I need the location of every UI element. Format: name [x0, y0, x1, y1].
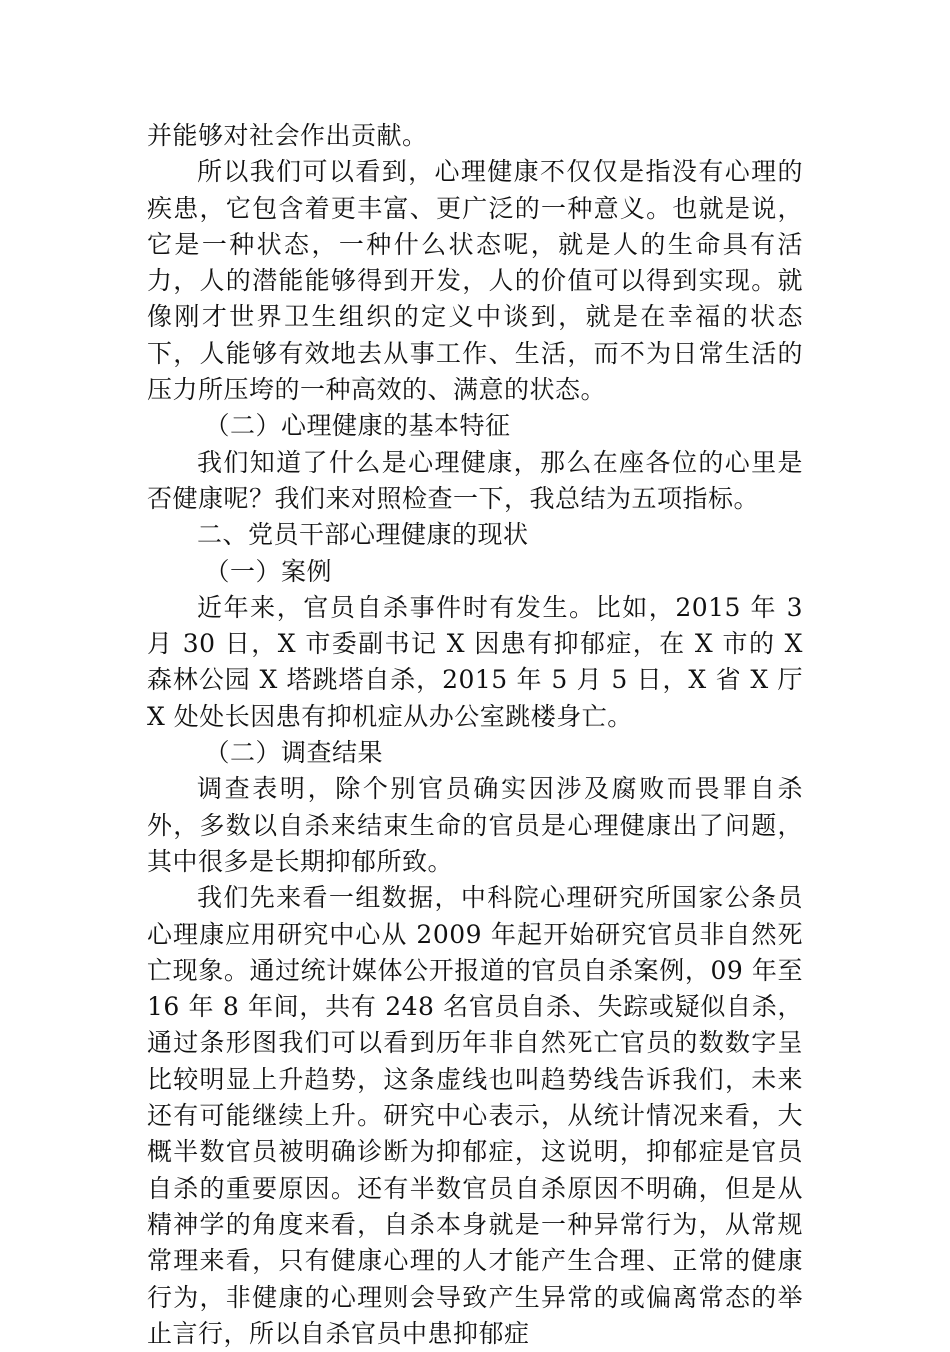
paragraph-five-indicators: 我们知道了什么是心理健康，那么在座各位的心里是否健康呢？我们来对照检查一下，我总结为五项指标。	[147, 447, 803, 513]
section-heading-survey-results: （二）调查结果	[204, 738, 384, 768]
section-heading-cases: （一）案例	[204, 556, 333, 586]
section-heading-basic-features: （二）心理健康的基本特征	[204, 411, 511, 441]
document-body	[147, 118, 803, 1352]
paragraph-statistics: 我们先来看一组数据，中科院心理研究所国家公条员心理康应用研究中心从 2009 年起开始研究官员非自然死亡现象。通过统计媒体公开报道的官员自杀案例，09 年至 16 年 8 年间，共有 248 名官员自杀、失踪或疑似自杀，通过条形图我们可以看到历年非自然死亡官员的数数字呈比较明显上升趋势，这条虚线也叫趋势线告诉我们，未来还有可能继续上升。研究中心表示，从统计情况来看，大概半数官员被明确诊断为抑郁症，这说明，抑郁症是官员自杀的重要原因。还有半数官员自杀原因不明确，但是从精神学的角度来看，自杀本身就是一种异常行为，从常规常理来看，只有健康心理的人才能产生合理、正常的健康行为，非健康的心理则会导致产生异常的或偏离常态的举止言行，所以自杀官员中患抑郁症	[147, 883, 803, 1348]
paragraph-continuation: 并能够对社会作出贡献。	[147, 121, 428, 150]
paragraph-mental-health-meaning: 所以我们可以看到，心理健康不仅仅是指没有心理的疾患，它包含着更丰富、更广泛的一种意义。也就是说，它是一种状态，一种什么状态呢，就是人的生命具有活力，人的潜能能够得到开发，人的价值可以得到实现。就像刚才世界卫生组织的定义中谈到，就是在幸福的状态下，人能够有效地去从事工作、生活，而不为日常生活的压力所压垮的一种高效的、满意的状态。	[147, 157, 803, 405]
section-heading-current-status: 二、党员干部心理健康的现状	[197, 520, 529, 550]
paragraph-survey-results: 调查表明，除个别官员确实因涉及腐败而畏罪自杀外，多数以自杀来结束生命的官员是心理健康出了问题，其中很多是长期抑郁所致。	[147, 774, 803, 876]
paragraph-cases: 近年来，官员自杀事件时有发生。比如，2015 年 3 月 30 日，X 市委副书记 X 因患有抑郁症，在 X 市的 X 森林公园 X 塔跳塔自杀，2015 年 5 月 5 日，X 省 X 厅 X 处处长因患有抑机症从办公室跳楼身亡。	[147, 592, 803, 731]
